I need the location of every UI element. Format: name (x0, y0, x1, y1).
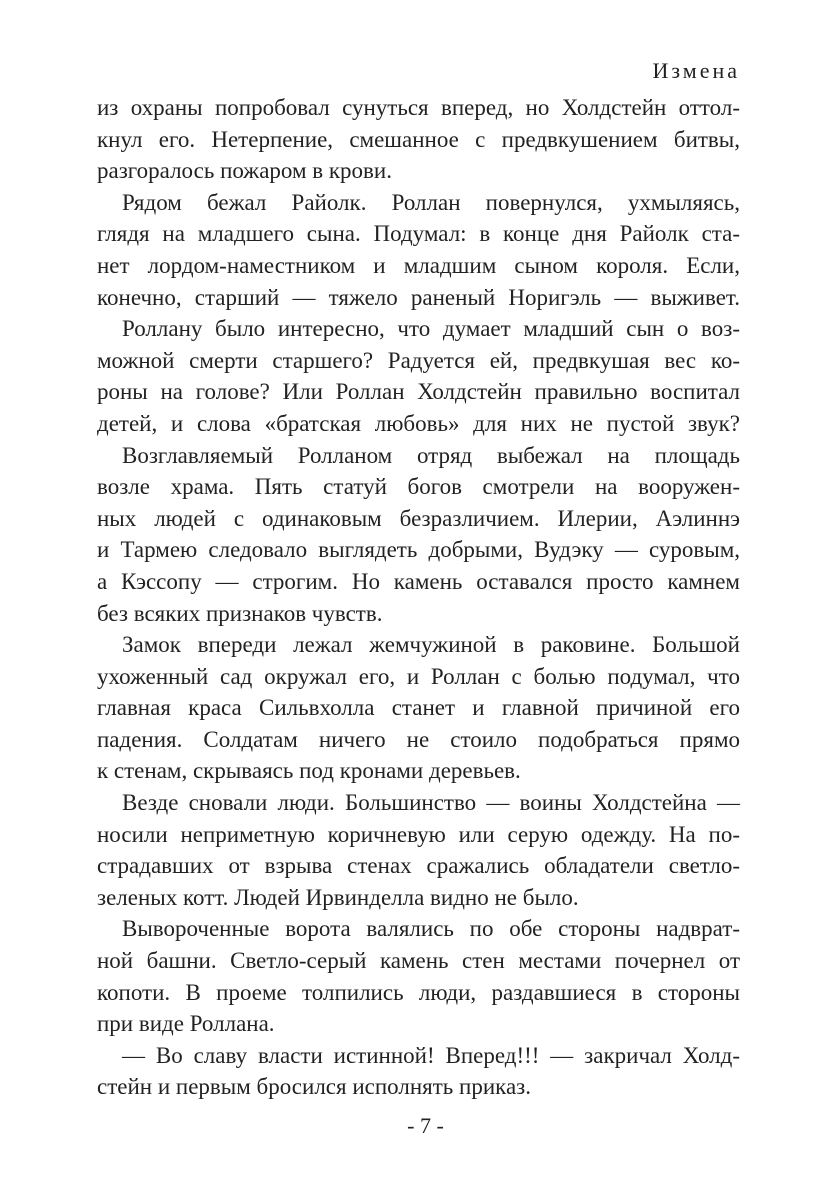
paragraph (97, 92, 740, 187)
text-line: и Тармею следовало выглядеть добрыми, Вудэку — суровым, (97, 537, 740, 563)
running-header: Измена (652, 58, 740, 83)
text-line: можной смерти старшего? Радуется ей, предвкушая вес ко- (97, 347, 740, 373)
text-line: а Кэссопу — строгим. Но камень оставался просто камнем (97, 568, 740, 594)
text-line: без всяких признаков чувств. (97, 600, 383, 626)
text-line: кнул его. Нетерпение, смешанное с предвкушением битвы, (97, 126, 740, 152)
text-line: разгоралось пожаром в крови. (97, 158, 392, 184)
text-line: глядя на младшего сына. Подумал: в конце дня Райолк ста- (97, 221, 740, 247)
paragraph (97, 440, 740, 630)
text-line: Роллану было интересно, что думает младший сын о воз- (122, 316, 740, 342)
paragraph (97, 187, 740, 313)
text-line: носили неприметную коричневую или серую одежду. На по- (97, 821, 740, 847)
paragraph (97, 313, 740, 439)
page-number: - 7 - (407, 1113, 444, 1138)
page-body (97, 92, 740, 1103)
text-line: Рядом бежал Райолк. Роллан повернулся, ухмыляясь, (122, 189, 740, 215)
text-line: Возглавляемый Ролланом отряд выбежал на площадь (122, 442, 740, 468)
text-line: страдавших от взрыва стенах сражались обладатели светло- (97, 853, 740, 879)
text-line: роны на голове? Или Роллан Холдстейн правильно воспитал (97, 379, 740, 405)
text-line: стейн и первым бросился исполнять приказ. (97, 1074, 532, 1100)
paragraph (97, 913, 740, 1039)
text-line: нет лордом-наместником и младшим сыном короля. Если, (97, 252, 740, 278)
paragraph (97, 787, 740, 913)
text-line: Вывороченные ворота валялись по обе стороны надврат- (122, 916, 740, 942)
text-line: — Во славу власти истинной! Вперед!!! — закричал Холд- (122, 1042, 740, 1068)
text-line: копоти. В проеме толпились люди, раздавшиеся в стороны (97, 979, 740, 1005)
text-line: к стенам, скрываясь под кронами деревьев. (97, 758, 521, 784)
text-line: ной башни. Светло-серый камень стен местами почернел от (97, 948, 740, 974)
text-line: конечно, старший — тяжело раненый Норигэль — выживет. (97, 284, 740, 310)
text-line: из охраны попробовал сунуться вперед, но Холдстейн оттол- (97, 95, 740, 120)
text-line: Замок впереди лежал жемчужиной в раковине. Большой (122, 632, 740, 658)
text-line: возле храма. Пять статуй богов смотрели на вооружен- (97, 474, 740, 500)
text-line: главная краса Сильвхолла станет и главной причиной его (97, 695, 740, 721)
text-line: детей, и слова «братская любовь» для них не пустой звук? (97, 410, 740, 436)
text-line: ухоженный сад окружал его, и Роллан с болью подумал, что (97, 663, 740, 689)
text-line: зеленых котт. Людей Ирвинделла видно не было. (97, 884, 579, 910)
text-line: Везде сновали люди. Большинство — воины Холдстейна — (122, 790, 740, 816)
text-line: при виде Роллана. (97, 1011, 275, 1037)
paragraph (97, 629, 740, 787)
text-line: ных людей с одинаковым безразличием. Илерии, Аэлиннэ (97, 505, 740, 531)
text-line: падения. Солдатам ничего не стоило подобраться прямо (97, 726, 740, 752)
paragraph (97, 1040, 740, 1103)
